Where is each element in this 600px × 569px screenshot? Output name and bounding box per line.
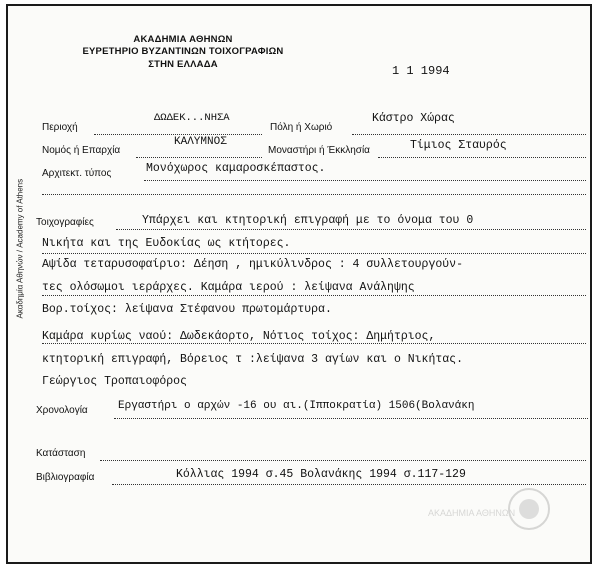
label-prefecture: Νομός ή Επαρχία [42, 145, 121, 156]
header-line-1: ΑΚΑΔΗΜΙΑ ΑΘΗΝΩΝ [133, 34, 233, 45]
label-condition: Κατάσταση [36, 448, 86, 459]
murals-dots-2 [42, 253, 586, 254]
watermark-stamp [428, 486, 600, 546]
label-city: Πόλη ή Χωριό [270, 122, 333, 133]
side-caption: Ακαδημία Αθηνών / Academy of Athens [15, 178, 25, 319]
watermark-text: ΑΚΑΔΗΜΙΑ ΑΘΗΝΩΝ [428, 508, 516, 518]
value-city: Κάστρο Χώρας [372, 112, 455, 125]
date-code: 1 1 1994 [392, 64, 450, 78]
header-line-2: ΕΥΡΕΤΗΡΙΟ ΒΥΖΑΝΤΙΝΩΝ ΤΟΙΧΟΓΡΑΦΙΩΝ [82, 46, 284, 57]
murals-line-1: Υπάρχει και κτητορική επιγραφή με το όνομα του 0 [142, 214, 474, 227]
murals-line-6: Καμάρα κυρίως ναού: Δωδεκάορτο, Νότιος τοίχος: Δημήτριος, [42, 330, 436, 343]
murals-dots-3 [42, 295, 586, 296]
murals-line-7: κτητορική επιγραφή, Βόρειος τ :λείψανα 3 αγίων και ο Νικήτας. [42, 353, 463, 366]
city-line [352, 134, 586, 135]
murals-line-2: Νικήτα και της Ευδοκίας ως κτήτορες. [42, 237, 291, 250]
prefecture-line [136, 157, 262, 158]
murals-dots-1 [116, 229, 586, 230]
value-chronology: Εργαστήρι ο αρχών -16 ου αι.(Ιπποκρατία) 1506(Βολανάκη [118, 400, 475, 412]
value-prefecture: ΚΑΛΥΜΝΟΣ [174, 136, 227, 148]
region-line [94, 134, 262, 135]
label-region: Περιοχή [42, 122, 78, 133]
label-murals: Τοιχογραφίες [36, 217, 94, 228]
label-arch-type: Αρχιτεκτ. τύπος [42, 168, 112, 179]
index-card [6, 4, 592, 564]
label-monastery: Μοναστήρι ή Έκκλησία [268, 145, 370, 156]
value-arch-type: Μονόχωρος καμαροσκέπαστος. [146, 162, 326, 175]
chronology-line [114, 418, 588, 419]
arch-type-line-2 [42, 194, 586, 195]
value-region: ΔΩΔΕΚ...ΝΗΣΑ [154, 112, 230, 124]
value-monastery: Τίμιος Σταυρός [410, 139, 507, 152]
murals-dots-4 [42, 343, 586, 344]
murals-line-4: τες ολόσωμοι ιεράρχες. Καμάρα ιερού : λείψανα Ανάληψης [42, 281, 415, 294]
value-bibliography: Κόλλιας 1994 σ.45 Βολανάκης 1994 σ.117-129 [176, 468, 466, 481]
condition-line [100, 460, 586, 461]
label-bibliography: Βιβλιογραφία [36, 472, 95, 483]
murals-line-5: Βορ.τοίχος: λείψανα Στέφανου πρωτομάρτυρα. [42, 303, 332, 316]
murals-line-3: Αψίδα τεταρυσοφαίριο: Δέηση , ημικύλινδρος : 4 συλλετουργούν- [42, 258, 463, 271]
monastery-line [378, 157, 586, 158]
label-chronology: Χρονολογία [36, 405, 88, 416]
header-line-3: ΣΤΗΝ ΕΛΛΑΔΑ [148, 59, 218, 70]
murals-line-8: Γεώργιος Τροπαιοφόρος [42, 375, 187, 388]
arch-type-line [144, 180, 586, 181]
bibliography-line [112, 484, 586, 485]
